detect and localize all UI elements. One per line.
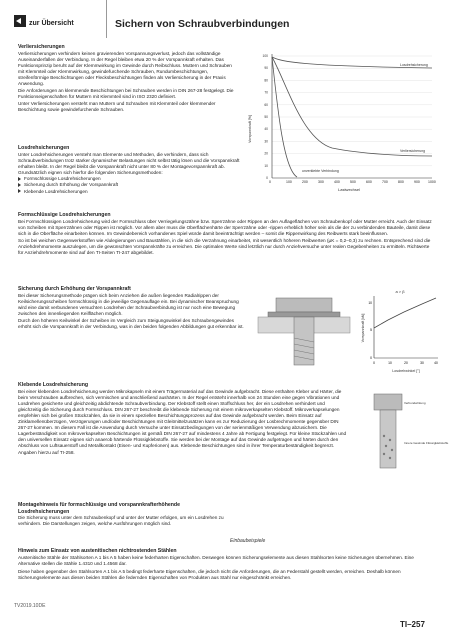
y-tick: 70 xyxy=(264,90,268,95)
y-tick: 20 xyxy=(264,151,268,156)
section-heading: Formschlüssige Losdrehsicherungen xyxy=(18,212,111,218)
section-losdrehsicherungen xyxy=(18,145,240,195)
x-tick: 500 xyxy=(350,180,356,184)
y-tick: 80 xyxy=(264,78,268,83)
curve-verliersicherung xyxy=(272,57,432,156)
bolt-shank xyxy=(380,410,396,468)
footer-left: TV2019.10DE xyxy=(14,603,46,609)
back-arrow-icon xyxy=(16,18,21,24)
paragraph: Diese haben gegenüber den Stahlsorten A 1 bis A 5 bedingt federharte Eigenschaften, die jedoch nicht die Anforderungen, die an Federstahl gestellt werden, erreichen. Deshalb können Sicherungselemente aus diesen beiden Stählen die federnden Eigenschaften von Produkten aus Stahl nur eingeschränkt erreichen. xyxy=(18,568,401,580)
y-tick-labels xyxy=(262,54,268,180)
section-heading: Montagehinweis für formschlüssige und vorspannkrafterhöhende Losdrehsicherungen xyxy=(18,502,180,515)
section-vorspannkraft xyxy=(18,286,246,330)
adhesive-bolt-illustration xyxy=(366,392,449,472)
x-tick: 0 xyxy=(373,361,375,365)
curve-label: Losdrehsicherung xyxy=(400,63,428,67)
x-tick: 20 xyxy=(404,361,408,365)
section-heading: Losdrehsicherungen xyxy=(18,145,70,151)
x-tick: 600 xyxy=(366,180,372,184)
chart-vorspannkraft-lastwechsel xyxy=(242,44,438,184)
bullet-icon xyxy=(18,177,21,181)
y-tick: 0 xyxy=(370,356,372,360)
bullet-icon xyxy=(18,183,21,187)
list-item: Formschlüssige Losdrehsicherungen xyxy=(18,176,240,182)
paragraph: Bei einer klebenden Losdrehsicherung werden Mikrokapseln mit einem Trägermaterial auf das Gewinde aufgebracht. Diese enthalten Kleber und Härter, die beim Verschrauben aufbrechen, sich vermischen und anschließend aushärten. In der Regel entsteht innerhalb von 24 Stunden eine gegen Vibrationen und Losdrehen gesicherte und gleichzeitig abdichtende Schraubverbindung. Der Klebstoff stellt einen Stoffschluss her, der ein Losdrehen verhindert und gleichzeitig die Sicherung durch Formschluss. DIN 267-27 beschreibt die klebende Sicherung mit einem mikroverkapselten Klebstoff. Mikroverkapselungen empfehlen sich bei großen Stückzahlen, da sie in einem speziellen Beschichtungsprozess auf das Gewinde aufgebracht werden. Beim Einsatz auf Zinklamellenüberzügen, Verzögerungen und/oder Beschichtungen mit Gleitmittelzusätzen kann es zur Reduzierung der Losbrechmomente gegenüber DIN 267-27 kommen. Im diesem Fall ist die Anwendung durch Versuche unter Einsatzbedingungen von der serienmäßigen Verwendung abzusichern. Die Lagerbeständigkeit von mikroverkapselten Beschichtungen ist gemäß DIN 267-27 auf mindestens 4 Jahre ab Fertigung festgelegt. Für kleine Stückzahlen und den universellen Einsatz eignen sich anaerob härtende Flüssigklebstoffe. Sie werden bei der Montage auf das Gewinde aufgetragen und härten durch den Abschluss von Luftsauerstoff und Metallkontakt (Eisen- und Kupferionen) aus. Klebende Beschichtungen sind in ihrer Temperaturbeständigkeit begrenzt. Angaben hierzu auf TI-258. xyxy=(18,388,347,455)
paragraph: Bei Formschlüssigen Losdrehsicherung wird der Formschluss über Verriegelungszähne bzw. Sperrzähne oder Rippen an den Auflageflächen von Schraubenkopf oder Mutter erreicht. Auch der Einsatz von Scheiben mit Sperrzähnen oder Rippen ist möglich. Vor allem aber muss die Oberflächenhärte der Sperrzähne oder -rippen erheblich höher sein als die der zu verbindenden Bauteile, damit diese sich in die Oberfläche einarbeiten können. Im Gewindebereich vorhandenes Spiel würde damit beeinträchtigt werden – somit die Rippenwirkung des Reibwerts stark beeinflussen. xyxy=(18,218,432,236)
paragraph: Die Anforderungen an klemmende Beschichtungen bei Schrauben werden in DIN 267-28 festgelegt. Die Funktionseigenschaften für Muttern mit Klemmteil sind in ISO 2320 definiert. xyxy=(18,88,234,100)
section-heading: Hinweis zum Einsatz von austenitischen nichtrostenden Stählen xyxy=(18,548,177,554)
y-axis-label: Vorspannkraft [kN] xyxy=(361,313,365,343)
x-tick: 900 xyxy=(414,180,420,184)
page-number: TI–257 xyxy=(400,620,425,629)
y-tick: 40 xyxy=(264,127,268,132)
x-tick: 400 xyxy=(334,180,340,184)
bolt-head xyxy=(374,394,402,410)
y-tick: 30 xyxy=(264,139,268,144)
chart1-x-label: Lastwechsel xyxy=(338,187,361,192)
curve-label: Verliersicherung xyxy=(400,149,426,153)
x-tick: 200 xyxy=(302,180,308,184)
paragraph: Unter Losdrehsicherungen versteht man Elemente und Methoden, die verhindern, dass sich Schraubverbindungen trotz starker dynamischer Belastungen nicht selbst tätig lösen und die Vorspannkraft erhalten bleibt. In der Regel bleibt die Vorspannkraft nicht unter 80 % der Montagevorspannkraft ab. Grundsätzlich eignen sich hierfür die folgenden Sicherungsmethoden: xyxy=(18,151,240,175)
washer xyxy=(268,312,340,317)
x-tick: 40 xyxy=(434,361,438,365)
x-tick: 800 xyxy=(398,180,404,184)
list-item: Sicherung durch Erhöhung der Vorspannkraft xyxy=(18,182,240,188)
paragraph: So ist bei weichen Gegenwerkstoffen wie Alulegierungen und Baustählen, in die sich die Verzahnung einarbeitet, mit wesentlich höheren Reibwerten (µK = 0,2–0,3) zu rechnen. Entsprechend sind die Anziehdrehmomente auszulegen, um die gewünschten Vorspannkräfte zu erreichen. Die optimalen Werte sind letztlich nur durch Anziehversuche unter realen Gegebenheiten zu ermitteln. Richtwerte für Anziehdrehmomente sind auf den TI-Seiten TI-247 abgebildet. xyxy=(18,237,431,256)
y-tick: 60 xyxy=(264,102,268,107)
y-tick: 10 xyxy=(264,163,268,168)
x-tick: 0 xyxy=(269,180,271,184)
page-title: Sichern von Schraubverbindungen xyxy=(115,18,290,30)
x-tick: 30 xyxy=(420,361,424,365)
section-formschluessig xyxy=(18,212,434,256)
y-tick: 100 xyxy=(262,54,268,58)
chart1-x-ticks xyxy=(269,180,438,186)
paragraph: Austenitische Stähle der Stahlsorten A 1 bis A 5 haben keine federharten Eigenschaften. Deswegen können Sicherungselemente aus diesen Stahlsorten keine Sicherungen übernehmen. Eine Alternative stellen die Stähle 1.4310 und 1.4568 dar. xyxy=(18,554,414,566)
section-klebend xyxy=(18,382,348,456)
figure-caption: Einbaubeispiele xyxy=(230,538,266,544)
section-heading: Sicherung durch Erhöhung der Vorspannkraft xyxy=(18,286,131,292)
bullet-icon xyxy=(18,189,21,193)
x-tick: 100 xyxy=(286,180,292,184)
bolt-head xyxy=(276,298,332,312)
section-heading: Verliersicherungen xyxy=(18,44,65,50)
paragraph: Die Sicherung muss unter dem Schraubenkopf und unter der Mutter erfolgen, um ein Losdrehen zu verhindern. Die Darstellungen zeigen, welche Ausführungen möglich sind. xyxy=(18,515,224,527)
figure-label: Verbundwirkung xyxy=(404,401,426,405)
x-tick: 1000 xyxy=(428,180,436,184)
section-austenitisch xyxy=(18,548,434,581)
x-tick: 700 xyxy=(382,180,388,184)
x-axis-label: Losdrehwinkel [°] xyxy=(392,369,420,373)
chart-title: a > β xyxy=(395,289,405,294)
y-tick: 90 xyxy=(264,66,268,71)
list-item: Klebende Losdrehsicherungen xyxy=(18,189,240,195)
y-tick: 0 xyxy=(266,176,268,180)
x-tick: 300 xyxy=(318,180,324,184)
paragraph: Unter Verliersicherungen versteht man Muttern und Schrauben mit Klemmteil oder klemmender Beschichtung sowie gewindefurchende Schrauben. xyxy=(18,101,216,113)
y-tick: 50 xyxy=(264,115,268,119)
back-link-label: zur Übersicht xyxy=(29,20,74,27)
y-tick: 5 xyxy=(370,328,372,332)
paragraph: Durch den höheren Keilwinkel der Scheiben im Vergleich zum Steigungswinkel des Schraubengewindes erhöht sich die Vorspannkraft in der Verbindung, was in den beiden folgenden Abbildungen gut erkennbar ist. xyxy=(18,317,244,330)
header-divider xyxy=(106,0,107,38)
curve-vorspannkraft xyxy=(374,298,436,328)
y-tick: 10 xyxy=(368,301,372,305)
section-montagehinweis xyxy=(18,502,228,527)
paragraph: Bei dieser Sicherungsmethode prägen sich beim Anziehen die außen liegenden Radialrippen der Keilsicherungsscheiben formschlüssig in die jeweilige Gegenauflage ein. Bei dynamischer Beanspruchung wird eine damit verbundenen versuchten Losdrehen der Schraubverbindung ist nur noch eine Bewegung zwischen den innenliegenden Keilflächen möglich. xyxy=(18,292,239,316)
wedge-lock-bolt-illustration xyxy=(254,290,354,370)
figure-label: Innere Gewinde Flüssigklebstoffe xyxy=(404,441,449,445)
section-verliersicherungen xyxy=(18,44,238,114)
paragraph: Verliersicherungen verhindern keinen gravierenden Vorspannungsverlust, jedoch das vollständige Auseinanderfallen der Verbindung. In der Regel bleiben etwa 20 % der Vorspannkraft erhalten. Das Funktionsprinzip beruht auf der Klemmwirkung im Gewinde durch Reibschluss. Muttern und Schrauben mit Klemmteil oder Klemmwirkung, gewindefurchende Schrauben, Rundumbeschichtungen, streifenförmige Beschichtungen oder Flecksbeschichtungen finden als Verliersicherung in der Praxis Anwendung. xyxy=(18,50,232,87)
section-heading: Klebende Losdrehsicherung xyxy=(18,382,89,388)
y-axis-label: Vorspannkraft [%] xyxy=(248,115,252,143)
x-tick: 10 xyxy=(388,361,392,365)
chart-vorspannkraft-losdrehwinkel xyxy=(358,286,442,378)
curve-label: unverklebte Verbindung xyxy=(302,169,339,173)
back-link[interactable] xyxy=(14,14,80,32)
